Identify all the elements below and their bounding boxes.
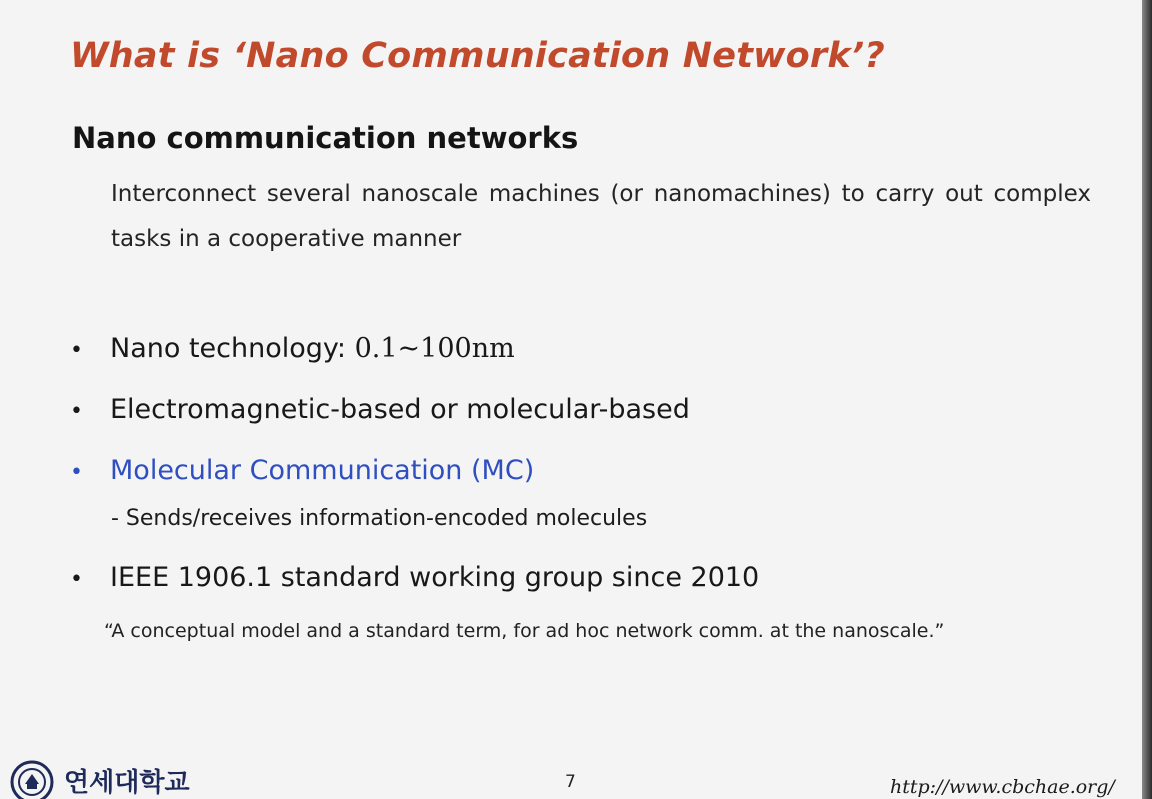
bullet-dot: • (70, 399, 83, 424)
university-seal-icon (10, 760, 54, 799)
section-heading: Nano communication networks (72, 121, 579, 155)
bullet-text: IEEE 1906.1 standard working group since 2010 (110, 562, 760, 593)
bullet-item-nano-technology (70, 333, 515, 364)
bullet-dot: • (70, 338, 83, 363)
bullet-text: Nano technology: (110, 333, 355, 364)
slide-title: What is ‘Nano Communication Network’? (70, 36, 885, 76)
definition-text: Interconnect several nanoscale machines (or nanomachines) to carry out complex tasks in a cooperative manner (111, 181, 1091, 252)
bullet-dot: • (70, 567, 83, 592)
bullet-text: Molecular Communication (MC) (110, 455, 535, 486)
bullet-text: Electromagnetic-based or molecular-based (110, 394, 690, 425)
bullet-value: 0.1~100nm (354, 333, 515, 364)
page-number: 7 (565, 772, 576, 792)
sub-point: - Sends/receives information-encoded molecules (111, 506, 648, 531)
university-name: 연세대학교 (64, 768, 190, 798)
bullet-item-em-molecular (70, 394, 690, 425)
bullet-dot: • (70, 460, 83, 485)
quote-text: “A conceptual model and a standard term, for ad hoc network comm. at the nanoscale.” (104, 620, 945, 642)
bullet-item-ieee-standard (70, 562, 759, 593)
window-edge (1142, 0, 1152, 799)
bullet-item-molecular-communication (70, 455, 534, 486)
footer-url: http://www.cbchae.org/ (890, 776, 1115, 798)
